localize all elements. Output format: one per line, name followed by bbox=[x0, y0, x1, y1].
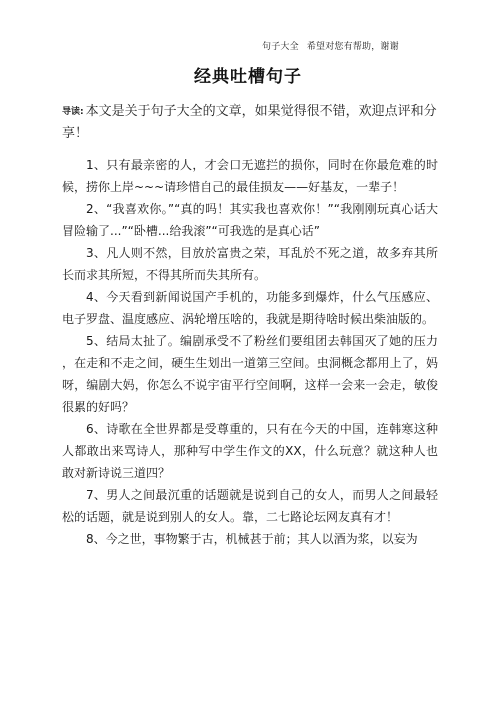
header-thanks: 希望对您有帮助，谢谢 bbox=[306, 42, 399, 52]
paragraph-5: 5、结局太扯了。编剧承受不了粉丝们要组团去韩国灭了她的压力，在走和不走之间，硬生生划出一道第三空间。虫洞概念都用上了，妈呀，编剧大妈，你怎么不说宇宙平行空间啊，这样一会来一会走，敏俊很累的好吗？ bbox=[62, 334, 438, 414]
intro bbox=[62, 101, 438, 145]
document-title: 经典吐槽句子 bbox=[194, 67, 302, 87]
header-site-name: 句子大全 bbox=[262, 42, 299, 52]
header-note bbox=[262, 41, 399, 53]
paragraph-7: 7、男人之间最沉重的话题就是说到自己的女人，而男人之间最轻松的话题，就是说到别人的女人。靠，二七路论坛网友真有才！ bbox=[62, 488, 438, 524]
document-body bbox=[62, 154, 438, 550]
paragraph-3: 3、凡人则不然，目放於富贵之荣，耳乱於不死之道，故多弃其所长而求其所短，不得其所而失其所有。 bbox=[62, 246, 438, 282]
paragraph-1: 1、只有最亲密的人，才会口无遮拦的损你，同时在你最危难的时候，捞你上岸~~~请珍惜自己的最佳损友——好基友，一辈子！ bbox=[62, 158, 438, 194]
paragraph-4: 4、今天看到新闻说国产手机的，功能多到爆炸，什么气压感应、电子罗盘、温度感应、涡轮增压啥的，我就是期待啥时候出柴油版的。 bbox=[62, 290, 438, 326]
paragraph-8: 8、今之世，事物繁于古，机械甚于前；其人以酒为浆，以妄为 bbox=[86, 532, 418, 546]
intro-label: 导读: bbox=[62, 107, 84, 117]
paragraph-2: 2、“我喜欢你。”“真的吗！其实我也喜欢你！”“我刚刚玩真心话大冒险输了...”“卧槽...给我滚”“可我选的是真心话” bbox=[62, 202, 438, 238]
paragraph-6: 6、诗歌在全世界都是受尊重的，只有在今天的中国，连韩寒这种人都敢出来骂诗人，那种写中学生作文的XX，什么玩意？就这种人也敢对新诗说三道四？ bbox=[62, 422, 438, 480]
intro-text: 本文是关于句子大全的文章，如果觉得很不错，欢迎点评和分享！ bbox=[62, 104, 437, 141]
